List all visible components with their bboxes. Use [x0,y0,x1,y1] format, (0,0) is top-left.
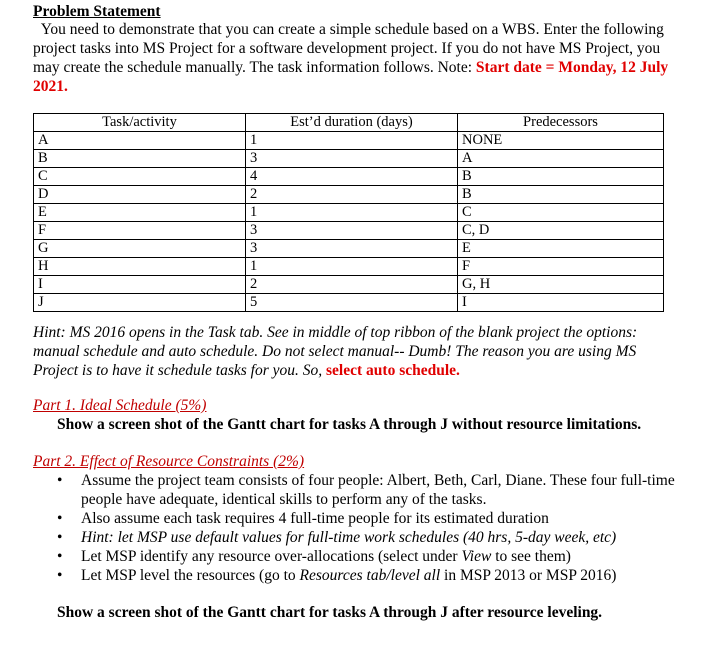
duration-cell: 1 [246,204,458,222]
bullet-text: Also assume each task requires 4 full-time people for its estimated duration [81,510,549,527]
bullet-text-post: in MSP 2013 or MSP 2016) [440,567,617,584]
bullet-icon: • [57,567,63,584]
hint-select: select [326,362,363,379]
table-row [34,240,664,258]
task-cell: B [34,150,246,168]
duration-cell: 2 [246,186,458,204]
bullet-icon: • [57,529,63,546]
part1-heading: Part 1. Ideal Schedule (5%) [33,397,207,414]
list-item [57,528,677,547]
table-row [34,258,664,276]
table-row [34,186,664,204]
predecessor-cell: G, H [458,276,664,294]
predecessor-cell: C [458,204,664,222]
intro-paragraph [33,20,683,96]
table-header-row [34,114,664,132]
list-item [57,566,677,585]
part2-heading: Part 2. Effect of Resource Constraints (2%) [33,453,305,470]
duration-cell: 1 [246,258,458,276]
bullet-text: Assume the project team consists of four people: Albert, Beth, Carl, Diane. These four full-time people have adequate, identical skills to perform any of the tasks. [81,472,675,508]
header-task: Task/activity [34,114,246,132]
problem-statement-title: Problem Statement [33,3,161,20]
table-row [34,294,664,312]
bullet-icon: • [57,548,63,565]
header-predecessors: Predecessors [458,114,664,132]
table-row [34,204,664,222]
part1-instruction: Show a screen shot of the Gantt chart for tasks A through J without resource limitations. [57,416,642,433]
list-item [57,471,677,509]
task-cell: J [34,294,246,312]
task-cell: I [34,276,246,294]
predecessor-cell: E [458,240,664,258]
predecessor-cell: A [458,150,664,168]
duration-cell: 5 [246,294,458,312]
hint-text: Hint: MS 2016 opens in the Task tab. See in middle of top ribbon of the blank project the options: manual schedule and auto schedule. Do not select manual-- Dumb! The reason you are using MS Project is to have it schedule tasks for you. So, [33,324,638,379]
predecessor-cell: B [458,168,664,186]
task-cell: F [34,222,246,240]
hint-auto-schedule: auto schedule. [366,362,460,379]
task-cell: A [34,132,246,150]
bullet-text-pre: Let MSP level the resources (go to [81,567,300,584]
bullet-icon: • [57,472,63,489]
bullet-text-pre: Let MSP identify any resource over-allocations (select under [81,548,462,565]
table-row [34,168,664,186]
duration-cell: 2 [246,276,458,294]
hint-paragraph [33,323,683,380]
task-cell: G [34,240,246,258]
bullet-text: Hint: let MSP use default values for full-time work schedules (40 hrs, 5-day week, etc) [81,529,617,546]
duration-cell: 3 [246,150,458,168]
table-row [34,132,664,150]
table-row [34,222,664,240]
predecessor-cell: B [458,186,664,204]
part2-bullet-list [57,471,677,585]
task-table [33,113,664,312]
duration-cell: 1 [246,132,458,150]
bullet-text-em: View [461,548,492,565]
duration-cell: 4 [246,168,458,186]
part2-instruction: Show a screen shot of the Gantt chart for tasks A through J after resource leveling. [57,604,603,621]
list-item [57,547,677,566]
task-cell: H [34,258,246,276]
duration-cell: 3 [246,240,458,258]
predecessor-cell: F [458,258,664,276]
task-cell: E [34,204,246,222]
task-cell: C [34,168,246,186]
duration-cell: 3 [246,222,458,240]
task-cell: D [34,186,246,204]
list-item [57,509,677,528]
start-date-note: Start date = Monday, 12 July 2021. [33,59,669,95]
predecessor-cell: I [458,294,664,312]
table-row [34,276,664,294]
table-row [34,150,664,168]
bullet-icon: • [57,510,63,527]
predecessor-cell: C, D [458,222,664,240]
bullet-text-post: to see them) [491,548,571,565]
predecessor-cell: NONE [458,132,664,150]
header-duration: Est’d duration (days) [246,114,458,132]
bullet-text-em: Resources tab/level all [299,567,441,584]
intro-text: You need to demonstrate that you can create a simple schedule based on a WBS. Enter the following project tasks into MS Project for a software development project. If you do not have MS Project, you may create the schedule manually. The task information follows. Note: [33,21,664,76]
